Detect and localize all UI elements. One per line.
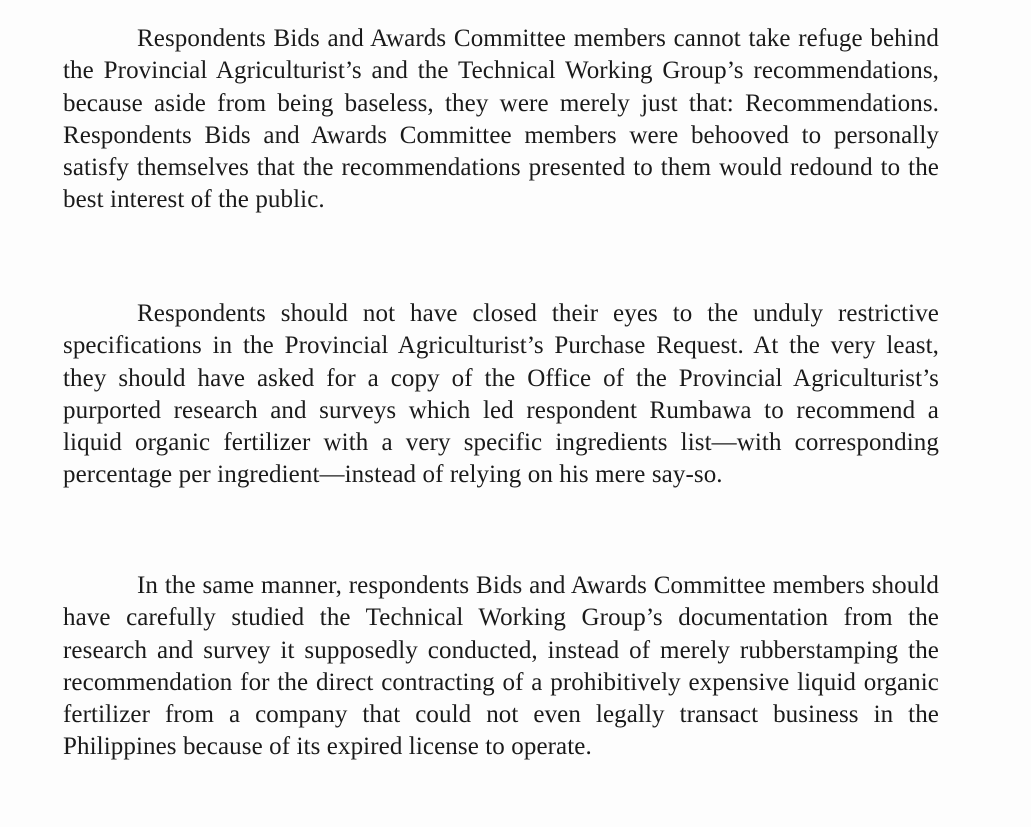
paragraph-bac-recommendations: Respondents Bids and Awards Committee members cannot take refuge behind the Provincial Agriculturist’s and the Technical Working Group’s recommendations, because aside from being baseless, they were merely just that: Recommendations. Respondents Bids and Awards Committee members were behooved to personally satisfy themselves that the recommendations presented to them would redound to the best interest of the public.	[63, 25, 939, 214]
paragraph-restrictive-specifications: Respondents should not have closed their eyes to the unduly restrictive specifications in the Provincial Agriculturist’s Purchase Request. At the very least, they should have asked for a copy of the Office of the Provincial Agriculturist’s purported research and surveys which led respondent Rumbawa to recommend a liquid organic fertilizer with a very specific ingredients list—with corresponding percentage per ingredient—instead of relying on his mere say-so.	[63, 300, 939, 489]
paragraph-twg-documentation: In the same manner, respondents Bids and Awards Committee members should have carefully studied the Technical Working Group’s documentation from the research and survey it supposedly conducted, instead of merely rubberstamping the recommendation for the direct contracting of a prohibitively expensive liquid organic fertilizer from a company that could not even legally transact business in the Philippines because of its expired license to operate.	[63, 572, 939, 761]
